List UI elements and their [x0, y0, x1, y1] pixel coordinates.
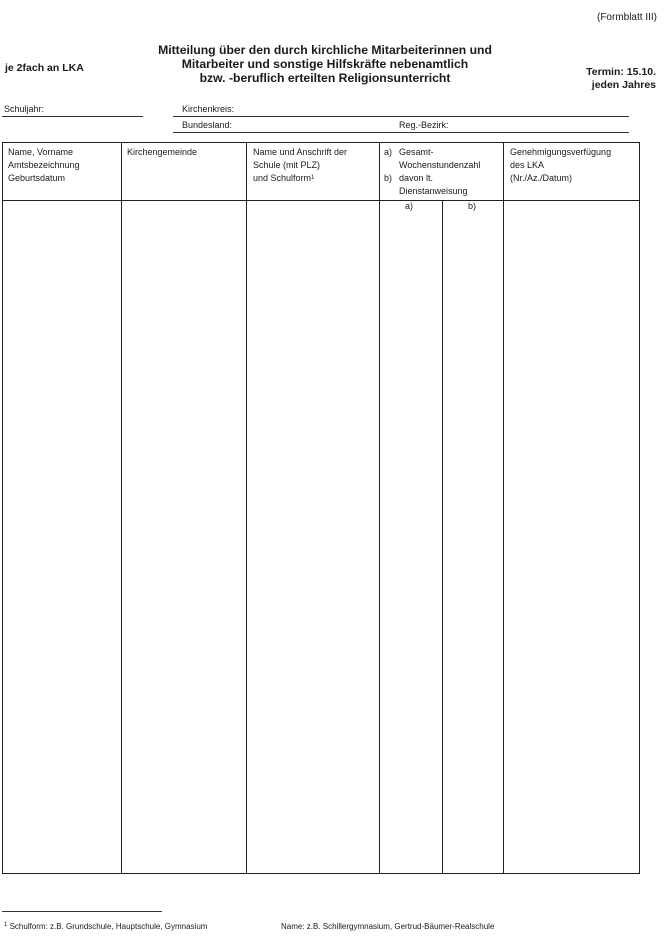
title-line-3: bzw. -beruflich erteilten Religionsunterricht — [199, 71, 451, 85]
cell-genehmigung[interactable] — [504, 201, 639, 873]
header-wochenstunden — [399, 146, 480, 198]
header-genehmigung-line: des LKA — [510, 160, 545, 170]
header-name — [8, 146, 80, 185]
deadline-line-2: jeden Jahres — [591, 79, 656, 91]
footnote-separator — [2, 911, 162, 912]
header-schule-line: Schule (mit PLZ) — [253, 160, 321, 170]
footnote-text-name: Name: z.B. Schillergymnasium, Gertrud-Bäumer-Realschule — [281, 922, 495, 931]
header-genehmigung — [510, 146, 611, 185]
schuljahr-field[interactable] — [2, 116, 143, 117]
header-schule-text: und Schulform — [253, 173, 312, 183]
cell-kirchengemeinde[interactable] — [122, 201, 246, 873]
marker-a: a) — [384, 147, 393, 157]
header-kirchengemeinde-line: Kirchengemeinde — [127, 147, 198, 157]
formblatt-label: (Formblatt III) — [596, 12, 657, 23]
header-kirchengemeinde — [127, 146, 197, 159]
cell-schule[interactable] — [247, 201, 379, 873]
schuljahr-label: Schuljahr: — [4, 104, 45, 114]
header-wochenstunden-line: Wochenstundenzahl — [399, 160, 481, 170]
form-table — [2, 142, 640, 874]
subcolumn-b-label: b) — [468, 201, 477, 211]
kirchenkreis-field[interactable] — [173, 116, 629, 117]
footnote-marker: 1 — [311, 175, 315, 181]
subcolumn-a-label: a) — [405, 201, 414, 211]
marker-b: b) — [384, 173, 393, 183]
header-name-line: Name, Vorname — [8, 147, 74, 157]
footnote-1 — [4, 922, 207, 931]
deadline-line-1: Termin: 15.10. — [586, 66, 656, 78]
header-wochenstunden-markers — [384, 146, 392, 185]
cell-wochenstunden-b[interactable] — [443, 215, 503, 873]
header-wochenstunden-line: Dienstanweisung — [399, 186, 468, 196]
header-schule-line — [253, 172, 347, 185]
header-genehmigung-line: Genehmigungsverfügung — [510, 147, 612, 157]
bundesland-label: Bundesland: — [182, 120, 233, 130]
header-wochenstunden-line: Gesamt- — [399, 147, 434, 157]
kirchenkreis-label: Kirchenkreis: — [182, 104, 235, 114]
header-genehmigung-line: (Nr./Az./Datum) — [510, 173, 573, 183]
title-line-1: Mitteilung über den durch kirchliche Mitarbeiterinnen und — [158, 43, 492, 57]
header-schule — [253, 146, 347, 185]
form-title — [120, 43, 530, 85]
cell-wochenstunden-a[interactable] — [380, 215, 442, 873]
header-wochenstunden-line: davon lt. — [399, 173, 434, 183]
reg-bezirk-label: Reg.-Bezirk: — [399, 120, 449, 130]
footnote-number: 1 — [4, 922, 8, 928]
footnote-text-schulform: Schulform: z.B. Grundschule, Hauptschule, Gymnasium — [9, 922, 208, 931]
cell-name[interactable] — [3, 201, 121, 873]
header-schule-line: Name und Anschrift der — [253, 147, 348, 157]
header-name-line: Geburtsdatum — [8, 173, 66, 183]
bundesland-field[interactable] — [173, 132, 629, 133]
recipient-note: je 2fach an LKA — [5, 62, 84, 74]
title-line-2: Mitarbeiter und sonstige Hilfskräfte nebenamtlich — [181, 57, 469, 71]
deadline-note — [586, 66, 656, 92]
header-name-line: Amtsbezeichnung — [8, 160, 80, 170]
